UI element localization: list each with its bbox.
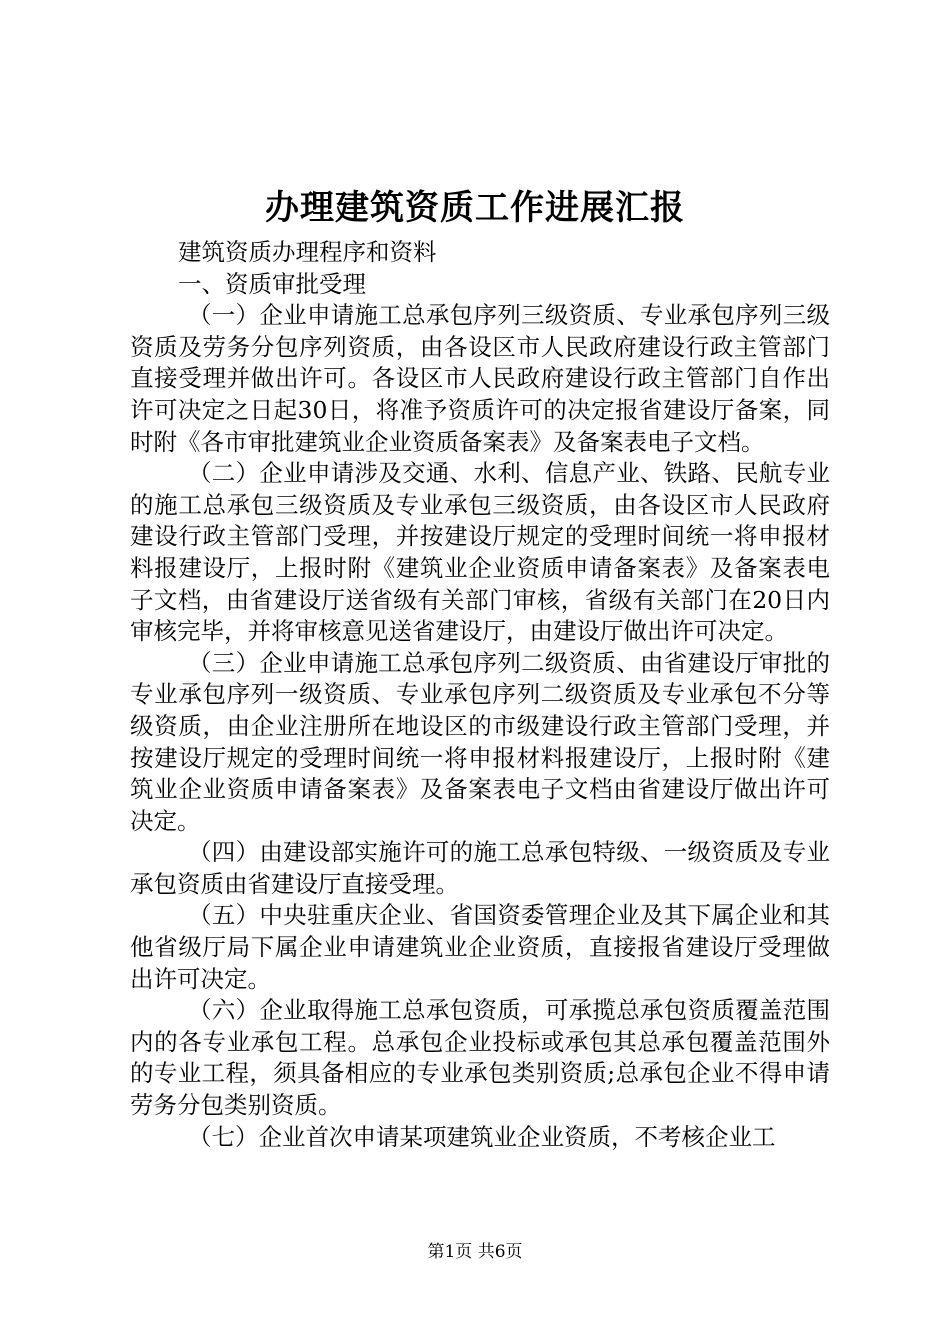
page-footer: 第1页 共6页 xyxy=(427,1242,523,1262)
paragraph-5: （五）中央驻重庆企业、省国资委管理企业及其下属企业和其他省级厅局下属企业申请建筑业企业资质，直接报省建设厅受理做出许可决定。 xyxy=(130,901,830,993)
paragraph-2: （二）企业申请涉及交通、水利、信息产业、铁路、民航专业的施工总承包三级资质及专业承包三级资质，由各设区市人民政府建设行政主管部门受理，并按建设厅规定的受理时间统一将申报材料报建设厅，上报时附《建筑业企业资质申请备案表》及备案表电子文档，由省建设厅送省级有关部门审核，省级有关部门在20日内审核完毕，并将审核意见送省建设厅，由建设厅做出许可决定。 xyxy=(130,459,830,646)
section-heading: 一、资质审批受理 xyxy=(178,269,366,298)
paragraph-6: （六）企业取得施工总承包资质，可承揽总承包资质覆盖范围内的各专业承包工程。总承包企业投标或承包其总承包覆盖范围外的专业工程，须具备相应的专业承包类别资质;总承包企业不得申请劳务分包类别资质。 xyxy=(130,996,830,1120)
document-body xyxy=(130,237,830,1153)
paragraph-7: （七）企业首次申请某项建筑业企业资质，不考核企业工 xyxy=(188,1122,776,1151)
paragraph-3: （三）企业申请施工总承包序列二级资质、由省建设厅审批的专业承包序列一级资质、专业承包序列二级资质及专业承包不分等级资质，由企业注册所在地设区的市级建设行政主管部门受理，并按建设厅规定的受理时间统一将申报材料报建设厅，上报时附《建筑业企业资质申请备案表》及备案表电子文档由省建设厅做出许可决定。 xyxy=(130,648,830,835)
paragraph-1: （一）企业申请施工总承包序列三级资质、专业承包序列三级资质及劳务分包序列资质，由各设区市人民政府建设行政主管部门直接受理并做出许可。各设区市人民政府建设行政主管部门自作出许可决定之日起30日，将准予资质许可的决定报省建设厅备案，同时附《各市审批建筑业企业资质备案表》及备案表电子文档。 xyxy=(130,301,830,456)
document-title: 办理建筑资质工作进展汇报 xyxy=(265,188,685,228)
paragraph-4: （四）由建设部实施许可的施工总承包特级、一级资质及专业承包资质由省建设厅直接受理。 xyxy=(130,838,830,898)
document-subtitle: 建筑资质办理程序和资料 xyxy=(178,238,437,266)
